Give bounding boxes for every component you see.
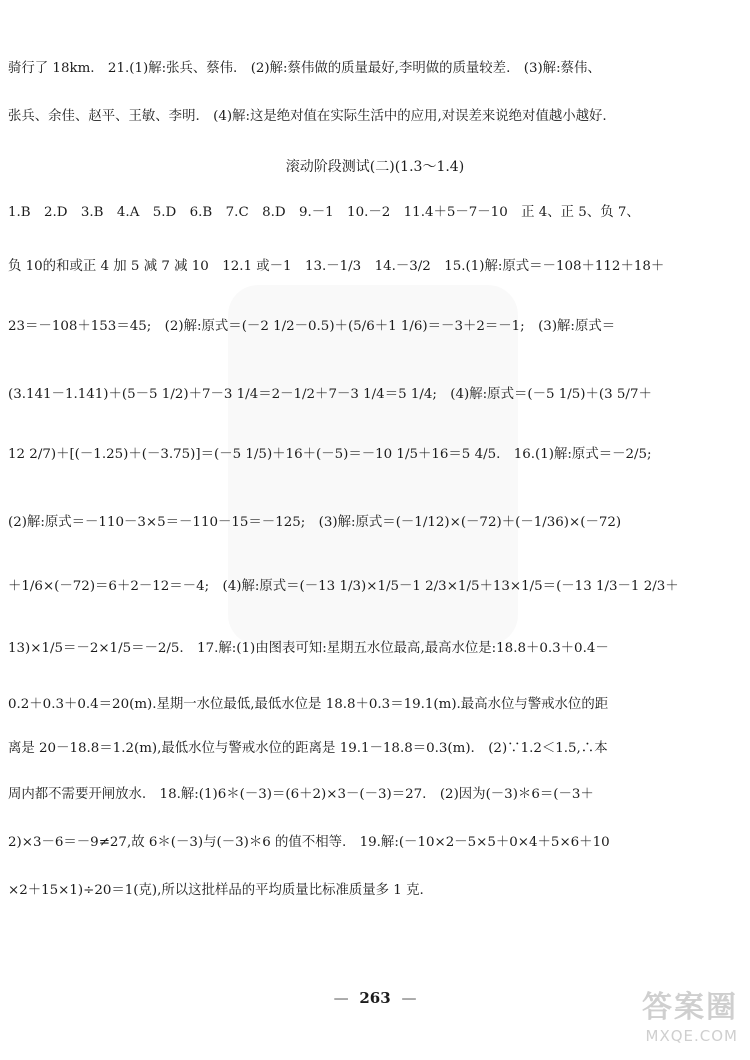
text-line: 12 2/7)＋[(－1.25)＋(－3.75)]＝(－5 1/5)＋16＋(－5)＝－10 1/5＋16＝5 4/5. 16.(1)解:原式＝－2/5; [8,447,652,462]
text-line: 13)×1/5＝－2×1/5＝－2/5. 17.解:(1)由图表可知:星期五水位最高,最高水位是:18.8＋0.3＋0.4－ [8,641,609,656]
footer-dash-right: — [401,989,417,1007]
text-line: 张兵、余佳、赵平、王敏、李明. (4)解:这是绝对值在实际生活中的应用,对误差来说绝对值越小越好. [8,109,607,124]
footer-dash-left: — [333,989,349,1007]
text-line: 离是 20－18.8＝1.2(m),最低水位与警戒水位的距离是 19.1－18.8＝0.3(m). (2)∵1.2＜1.5,∴本 [8,741,608,756]
section-heading: 滚动阶段测试(二)(1.3～1.4) [285,159,465,175]
watermark-url: MXQE.COM [645,1027,738,1045]
text-line: (3.141－1.141)＋(5－5 1/2)＋7－3 1/4＝2－1/2＋7－3 1/4＝5 1/4; (4)解:原式＝(－5 1/5)＋(3 5/7＋ [8,387,652,402]
text-line: ＋1/6×(－72)＝6＋2－12＝－4; (4)解:原式＝(－13 1/3)×1/5－1 2/3×1/5＋13×1/5＝(－13 1/3－1 2/3＋ [8,579,679,594]
text-line: 骑行了 18km. 21.(1)解:张兵、蔡伟. (2)解:蔡伟做的质量最好,李明做的质量较差. (3)解:蔡伟、 [8,61,601,76]
text-line: 负 10的和或正 4 加 5 减 7 减 10 12.1 或－1 13.－1/3 14.－3/2 15.(1)解:原式＝－108＋112＋18＋ [8,259,665,274]
text-line: 1.B 2.D 3.B 4.A 5.D 6.B 7.C 8.D 9.－1 10.－2 11.4＋5－7－10 正 4、正 5、负 7、 [8,205,640,220]
text-line: 2)×3－6＝－9≠27,故 6＊(－3)与(－3)＊6 的值不相等. 19.解:(－10×2－5×5＋0×4＋5×6＋10 [8,835,610,850]
text-line: 0.2＋0.3＋0.4＝20(m).星期一水位最低,最低水位是 18.8＋0.3＝19.1(m).最高水位与警戒水位的距 [8,697,609,712]
text-line: 23＝－108＋153＝45; (2)解:原式＝(－2 1/2－0.5)＋(5/6＋1 1/6)＝－3＋2＝－1; (3)解:原式＝ [8,319,616,334]
text-line: 周内都不需要开闸放水. 18.解:(1)6＊(－3)＝(6＋2)×3－(－3)＝27. (2)因为(－3)＊6＝(－3＋ [8,787,594,802]
watermark-logo-text: 答案圈 [642,990,738,1025]
text-line: ×2＋15×1)÷20＝1(克),所以这批样品的平均质量比标准质量多 1 克. [8,883,424,898]
text-line: (2)解:原式＝－110－3×5＝－110－15＝－125; (3)解:原式＝(－1/12)×(－72)＋(－1/36)×(－72) [8,515,622,530]
page-number: 263 [359,989,391,1007]
site-watermark [588,990,738,1052]
